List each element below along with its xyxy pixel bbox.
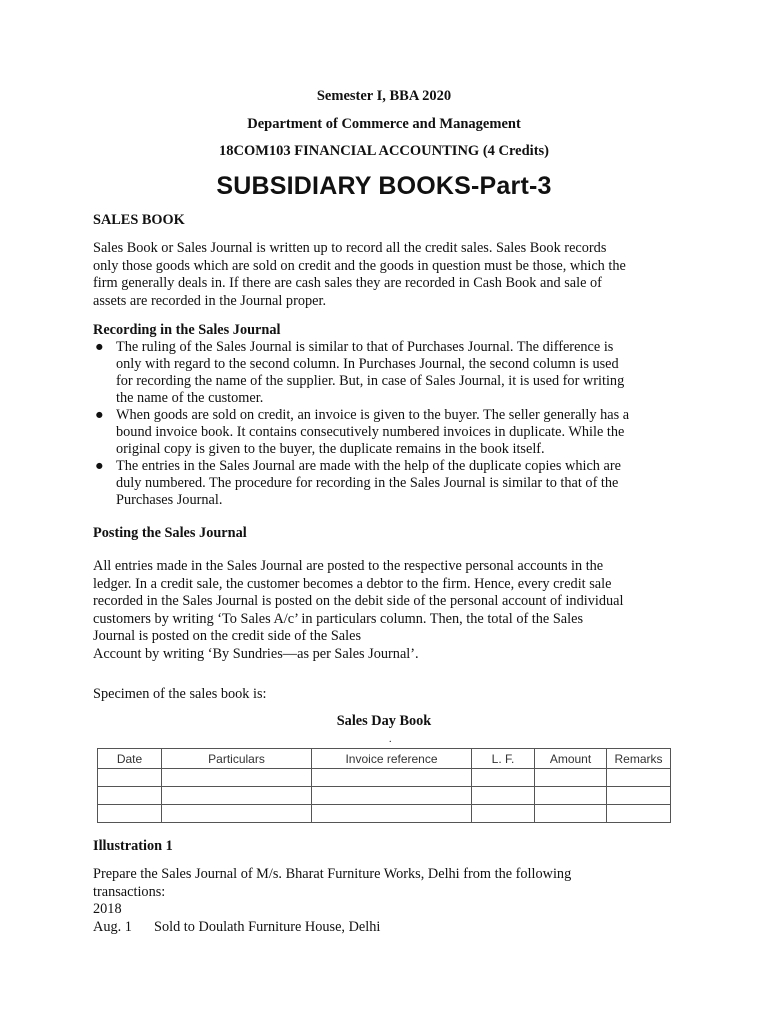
course-line: 18COM103 FINANCIAL ACCOUNTING (4 Credits) — [218, 143, 549, 159]
sales-book-paragraph — [93, 240, 678, 310]
posting-paragraph — [93, 558, 678, 663]
stray-mark: . — [389, 734, 392, 745]
table-title: Sales Day Book — [336, 713, 432, 729]
specimen-intro: Specimen of the sales book is: — [93, 686, 267, 702]
recording-bullet-list — [93, 339, 678, 509]
table-row — [98, 805, 671, 823]
paragraph-line: recorded in the Sales Journal is posted on the debit side of the personal account of individual — [93, 593, 624, 609]
illustration-heading: Illustration 1 — [93, 838, 173, 854]
paragraph-line: assets are recorded in the Journal proper. — [93, 292, 327, 309]
sales-day-book-table — [97, 748, 671, 823]
column-header-particulars: Particulars — [162, 749, 312, 769]
posting-heading: Posting the Sales Journal — [93, 525, 247, 541]
paragraph-line: Prepare the Sales Journal of M/s. Bharat Furniture Works, Delhi from the following — [93, 866, 572, 882]
table-row — [98, 787, 671, 805]
paragraph-line: firm generally deals in. If there are cash sales they are recorded in Cash Book and sale of — [93, 275, 602, 291]
department-line: Department of Commerce and Management — [247, 116, 521, 132]
recording-heading: Recording in the Sales Journal — [93, 322, 281, 338]
transaction-date: Aug. 1 — [93, 918, 132, 935]
bullet-icon: ● — [95, 407, 104, 423]
paragraph-line: All entries made in the Sales Journal are posted to the respective personal accounts in the — [93, 558, 604, 574]
bullet-icon: ● — [95, 458, 104, 474]
list-item: ● The ruling of the Sales Journal is similar to that of Purchases Journal. The difference is only with regard to the second column. In Purchases Journal, the second column is used for recording the name of the supplier. But, in case of Sales Journal, it is used for writing the name of the customer. — [95, 339, 625, 406]
paragraph-line: 2018 — [93, 901, 122, 917]
sales-book-heading: SALES BOOK — [93, 212, 185, 228]
paragraph-line: ledger. In a credit sale, the customer becomes a debtor to the firm. Hence, every credit sale — [93, 575, 612, 592]
list-item: ● When goods are sold on credit, an invoice is given to the buyer. The seller generally has a bound invoice book. It contains consecutively numbered invoices in duplicate. While the original copy is given to the buyer, the duplicate remains in the book itself. — [95, 407, 630, 457]
column-header-date: Date — [98, 749, 162, 769]
column-header-amount: Amount — [535, 749, 607, 769]
paragraph-line: Journal is posted on the credit side of the Sales — [93, 628, 362, 644]
column-header-invoice-reference: Invoice reference — [312, 749, 472, 769]
transaction-text: Sold to Doulath Furniture House, Delhi — [154, 918, 381, 935]
page-title: SUBSIDIARY BOOKS-Part-3 — [216, 172, 552, 200]
list-item: ● The entries in the Sales Journal are made with the help of the duplicate copies which are duly numbered. The procedure for recording in the Sales Journal is similar to that of the Purchases Journal. — [95, 458, 621, 508]
paragraph-line: only those goods which are sold on credit and the goods in question must be those, which the — [93, 257, 626, 274]
table-header-row — [98, 749, 671, 769]
illustration-paragraph — [93, 866, 678, 936]
column-header-remarks: Remarks — [607, 749, 671, 769]
table-row — [98, 769, 671, 787]
paragraph-line: customers by writing ‘To Sales A/c’ in particulars column. Then, the total of the Sales — [93, 610, 584, 627]
transaction-entry — [93, 919, 678, 937]
bullet-icon: ● — [95, 339, 104, 355]
paragraph-line: Account by writing ‘By Sundries—as per Sales Journal’. — [93, 645, 419, 662]
paragraph-line: transactions: — [93, 883, 166, 900]
paragraph-line: Sales Book or Sales Journal is written up to record all the credit sales. Sales Book records — [93, 240, 607, 256]
column-header-lf: L. F. — [472, 749, 535, 769]
semester-line: Semester I, BBA 2020 — [316, 88, 452, 104]
